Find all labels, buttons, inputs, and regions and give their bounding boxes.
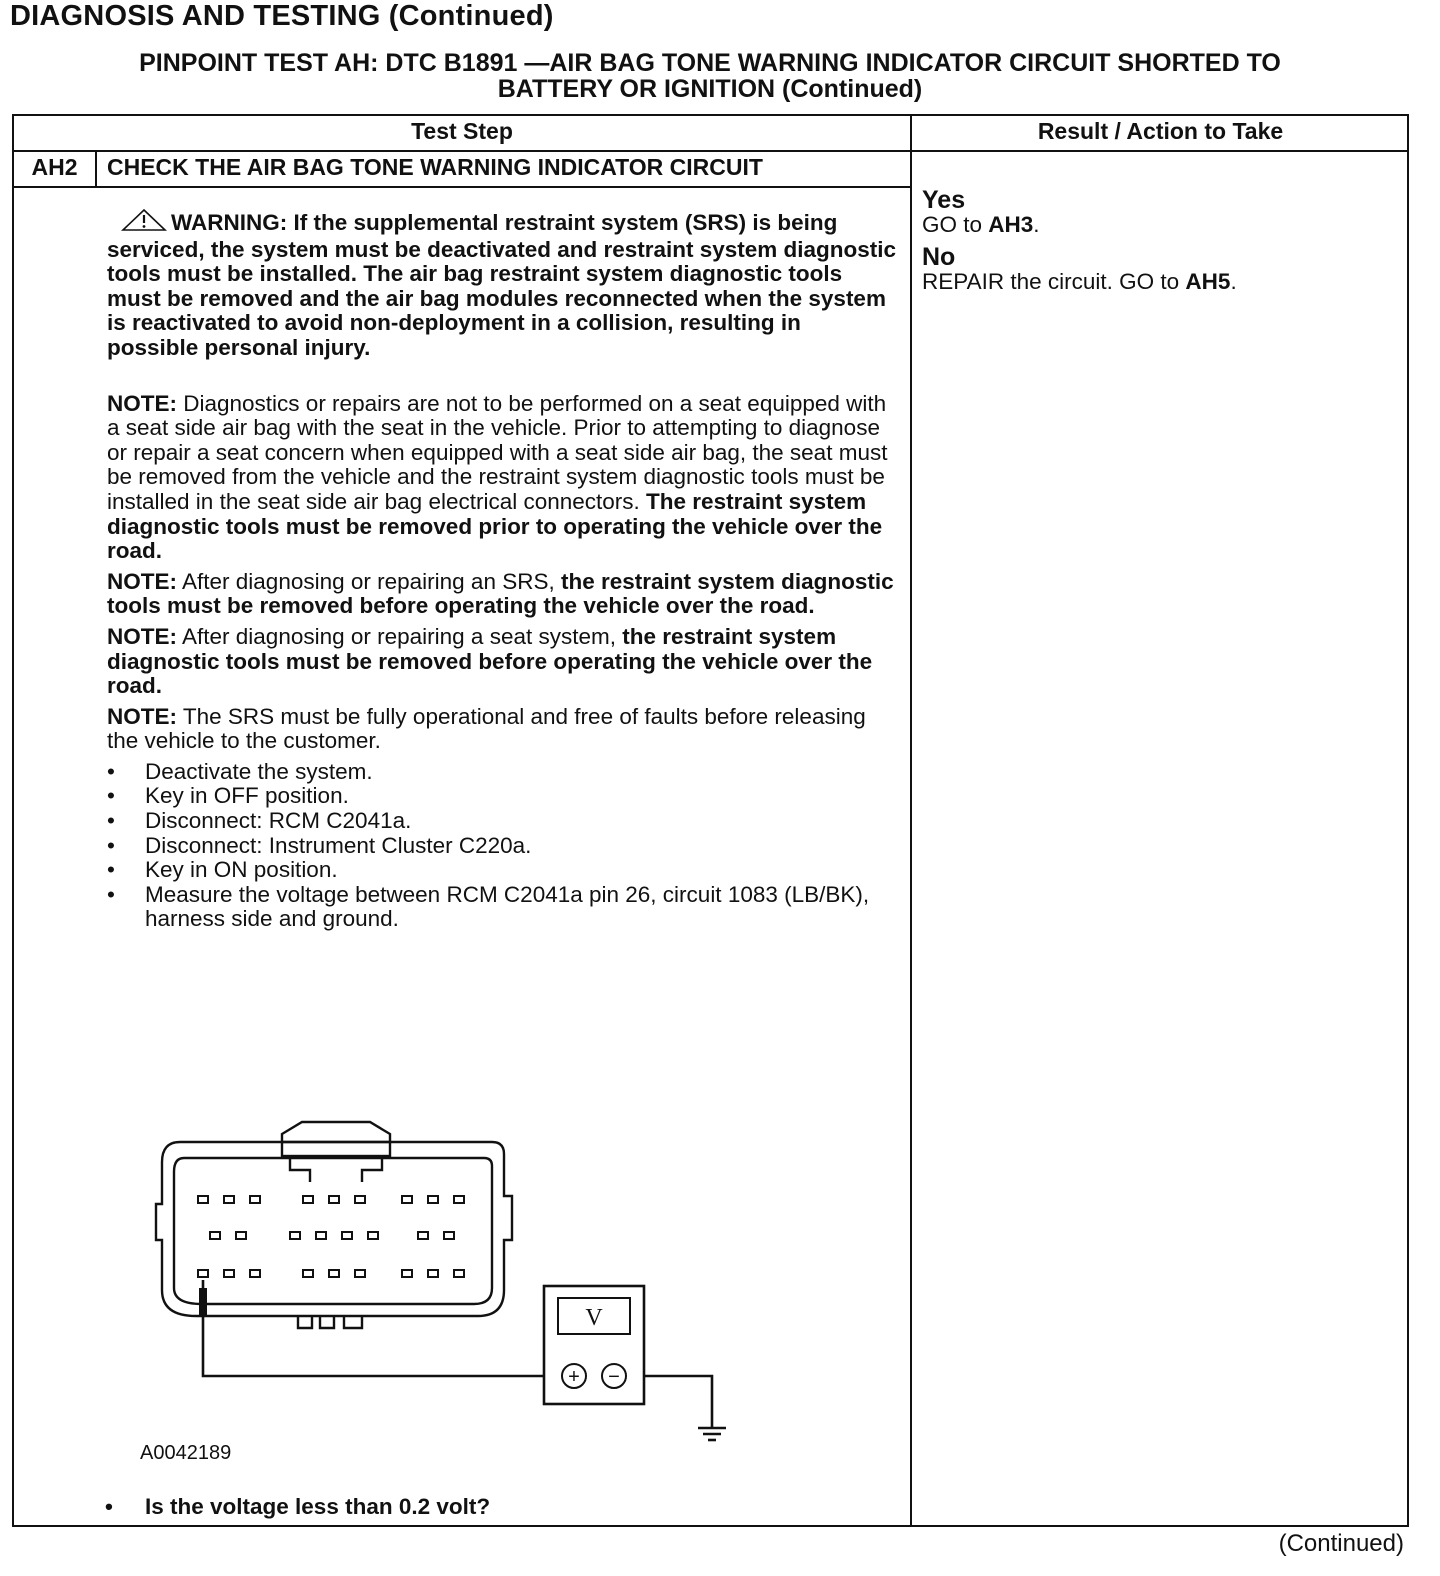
action-target: AH3 xyxy=(988,211,1034,237)
note-bold-text: the restraint system diagnostic tools must be removed before operating the vehicle over the road. xyxy=(107,568,894,619)
list-item: • Disconnect: Instrument Cluster C220a. xyxy=(107,834,897,859)
warning-block xyxy=(107,208,897,361)
result-column xyxy=(922,188,1392,302)
test-title-line1: PINPOINT TEST AH: DTC B1891 —AIR BAG TONE WARNING INDICATOR CIRCUIT SHORTED TO xyxy=(139,49,1281,77)
note-2 xyxy=(107,570,897,619)
list-item: • Deactivate the system. xyxy=(107,760,897,785)
action-suffix: . xyxy=(1033,211,1040,237)
test-question xyxy=(105,1494,490,1520)
action-suffix: . xyxy=(1230,268,1237,294)
header-row-divider xyxy=(14,150,1407,152)
step-id-divider xyxy=(95,152,97,186)
warning-text: WARNING: If the supplemental restraint system (SRS) is being serviced, the system must be deactivated and restraint system diagnostic tools must be installed. The air bag restraint system diagnostic tools must be removed and the air bag modules reconnected when the system is reactivated to avoid non-deployment in a collision, resulting in possible personal injury. xyxy=(107,210,897,360)
note-prefix: NOTE: xyxy=(107,390,177,416)
note-text: After diagnosing or repairing a seat system, xyxy=(177,623,623,649)
result-yes-action xyxy=(922,213,1392,238)
step-row-divider xyxy=(14,186,910,188)
column-header-test-step: Test Step xyxy=(411,118,513,144)
action-target: AH5 xyxy=(1185,268,1231,294)
note-bold-text: the restraint system diagnostic tools must be removed before operating the vehicle over the road. xyxy=(107,623,873,699)
note-prefix: NOTE: xyxy=(107,568,177,594)
result-no-label: No xyxy=(922,243,956,272)
question-text: Is the voltage less than 0.2 volt? xyxy=(145,1494,491,1519)
note-text: The SRS must be fully operational and free of faults before releasing the vehicle to the customer. xyxy=(107,703,866,754)
column-header-result: Result / Action to Take xyxy=(1037,118,1284,144)
connector-voltmeter-figure xyxy=(140,1120,760,1480)
list-item: • Key in OFF position. xyxy=(107,784,897,809)
list-item: • Disconnect: RCM C2041a. xyxy=(107,809,897,834)
note-text: After diagnosing or repairing an SRS, xyxy=(177,568,561,594)
note-text: Diagnostics or repairs are not to be performed on a seat equipped with a seat side air bag with the seat in the vehicle. Prior to attempting to diagnose or repair a seat concern when equipped with a seat side air bag, the seat must be removed from the vehicle and the restraint system diagnostic tools must be installed in the seat side air bag electrical connectors. xyxy=(107,390,888,514)
result-no-action xyxy=(922,270,1392,295)
step-id: AH2 xyxy=(31,154,78,180)
note-prefix: NOTE: xyxy=(107,703,177,729)
note-bold-text: The restraint system diagnostic tools must be removed prior to operating the vehicle over the road. xyxy=(107,488,883,564)
bullet-icon: • xyxy=(105,1494,113,1519)
note-1 xyxy=(107,392,897,564)
step-title: CHECK THE AIR BAG TONE WARNING INDICATOR CIRCUIT xyxy=(107,154,763,180)
column-divider xyxy=(910,116,912,1525)
figure-code: A0042189 xyxy=(140,1442,232,1464)
result-yes-label: Yes xyxy=(922,186,966,214)
warning-triangle-icon xyxy=(121,208,167,238)
list-item: • Key in ON position. xyxy=(107,858,897,883)
pinpoint-test-title xyxy=(10,50,1410,102)
page-header: DIAGNOSIS AND TESTING (Continued) xyxy=(10,0,554,32)
minus-terminal-label: − xyxy=(608,1366,620,1388)
test-title-line2: BATTERY OR IGNITION (Continued) xyxy=(497,75,923,103)
note-4 xyxy=(107,705,897,754)
action-text: GO to xyxy=(922,211,989,237)
step-content xyxy=(107,208,897,932)
continued-footer: (Continued) xyxy=(1278,1530,1404,1557)
procedure-steps xyxy=(107,760,897,932)
voltmeter-label: V xyxy=(585,1305,603,1331)
note-3 xyxy=(107,625,897,699)
note-prefix: NOTE: xyxy=(107,623,177,649)
action-text: REPAIR the circuit. GO to xyxy=(922,268,1186,294)
list-item: • Measure the voltage between RCM C2041a pin 26, circuit 1083 (LB/BK), harness side and ground. xyxy=(107,883,897,932)
plus-terminal-label: + xyxy=(568,1366,580,1388)
